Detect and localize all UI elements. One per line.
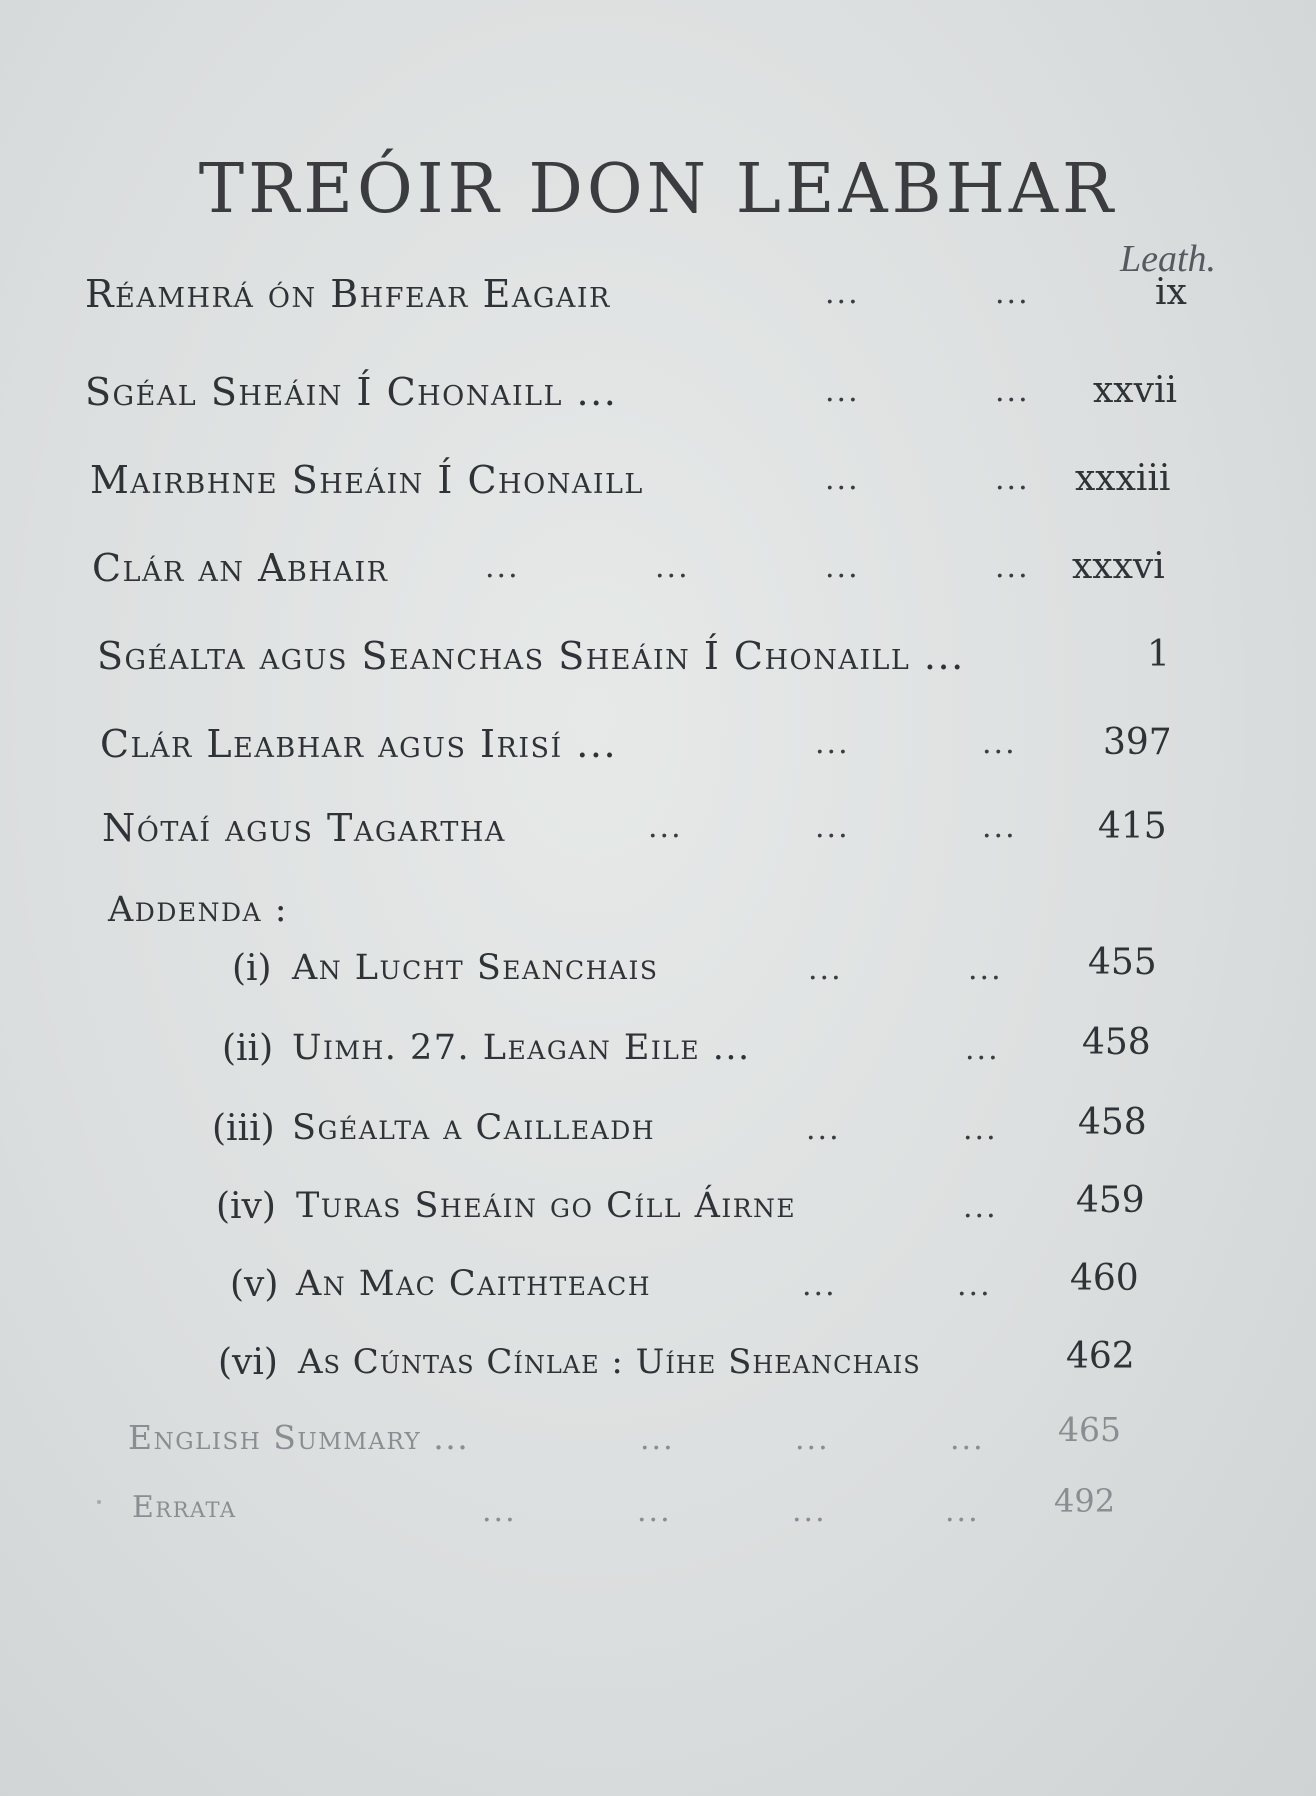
toc-entry xyxy=(0,806,1316,856)
leader-dots: ... xyxy=(806,1112,841,1147)
leader-dots: ... xyxy=(825,374,860,409)
leader-dots: ... xyxy=(963,1112,998,1147)
toc-entry xyxy=(0,272,1316,322)
leader-dots: ... xyxy=(995,276,1030,311)
addenda-number: (iv) xyxy=(216,1186,276,1227)
toc-entry xyxy=(0,1410,1316,1468)
leader-dots: ... xyxy=(825,462,860,497)
toc-entry-page: xxxiii xyxy=(1075,458,1171,499)
leader-dots: ... xyxy=(995,462,1030,497)
toc-entry-label: Réamhrá ón Bhfear Eagair xyxy=(85,272,611,316)
addenda-number: (i) xyxy=(232,948,272,989)
addenda-entry xyxy=(0,942,1316,998)
addenda-heading: Addenda : xyxy=(108,890,289,930)
toc-entry xyxy=(0,722,1316,772)
leader-dots: ... xyxy=(995,550,1030,585)
leader-dots: ... xyxy=(995,374,1030,409)
addenda-entry xyxy=(0,1258,1316,1314)
leader-dots: ... xyxy=(802,1268,837,1303)
leader-dots: ... xyxy=(965,1032,1000,1067)
addenda-number: (iii) xyxy=(212,1108,275,1149)
addenda-number: (vi) xyxy=(218,1342,278,1383)
leader-dots: ... xyxy=(637,1494,672,1529)
addenda-entry xyxy=(0,1022,1316,1078)
addenda-page: 458 xyxy=(1078,1102,1147,1143)
toc-entry-label: Clár Leabhar agus Irisí ... xyxy=(100,722,618,766)
addenda-entry xyxy=(0,1336,1316,1392)
leader-dots: ... xyxy=(655,550,690,585)
toc-entry-label: English Summary ... xyxy=(128,1418,470,1457)
toc-entry-label: Sgéal Sheáin Í Chonaill ... xyxy=(85,370,618,414)
leader-dots: ... xyxy=(648,810,683,845)
leader-dots: ... xyxy=(968,952,1003,987)
leader-dots: ... xyxy=(792,1494,827,1529)
leader-dots: ... xyxy=(950,1422,985,1457)
leader-dots: ... xyxy=(982,726,1017,761)
toc-entry-page: xxxvi xyxy=(1072,546,1165,587)
toc-entry xyxy=(0,1482,1316,1540)
page-title: TREÓIR DON LEABHAR xyxy=(198,150,1118,229)
leader-dots: ... xyxy=(982,810,1017,845)
toc-entry xyxy=(0,458,1316,508)
toc-entry-page: 415 xyxy=(1098,806,1167,847)
addenda-label: Uimh. 27. Leagan Eile ... xyxy=(292,1028,751,1068)
addenda-label: As Cúntas Cínlae : Uíhe Sheanchais xyxy=(298,1342,921,1382)
leader-dots: ... xyxy=(485,550,520,585)
toc-entry xyxy=(0,634,1316,684)
addenda-label: An Lucht Seanchais xyxy=(292,948,659,988)
addenda-heading-row xyxy=(0,890,1316,940)
leader-dots: ... xyxy=(815,810,850,845)
toc-entry-page: ix xyxy=(1155,272,1187,313)
addenda-number: (v) xyxy=(230,1264,279,1305)
toc-entry-label: Mairbhne Sheáin Í Chonaill xyxy=(90,458,644,502)
addenda-page: 462 xyxy=(1066,1336,1135,1377)
leader-dots: ... xyxy=(795,1422,830,1457)
leader-dots: ... xyxy=(825,550,860,585)
leader-dots: ... xyxy=(808,952,843,987)
toc-entry-page: 397 xyxy=(1103,722,1172,763)
addenda-page: 458 xyxy=(1082,1022,1151,1063)
toc-entry xyxy=(0,370,1316,420)
toc-entry-label: Errata xyxy=(132,1490,237,1525)
addenda-label: An Mac Caithteach xyxy=(296,1264,652,1304)
leader-dots: ... xyxy=(640,1422,675,1457)
toc-entry-page: 492 xyxy=(1054,1482,1116,1520)
addenda-label: Turas Sheáin go Cíll Áirne xyxy=(296,1186,797,1226)
leader-dots: ... xyxy=(945,1494,980,1529)
toc-entry-page: 1 xyxy=(1147,634,1170,675)
addenda-page: 455 xyxy=(1088,942,1157,983)
toc-entry-page: 465 xyxy=(1058,1410,1121,1449)
toc-entry xyxy=(0,546,1316,596)
addenda-page: 459 xyxy=(1076,1180,1145,1221)
addenda-number: (ii) xyxy=(222,1028,274,1069)
leader-dots: ... xyxy=(825,276,860,311)
leader-dots: ... xyxy=(482,1494,517,1529)
page-column-header: Leath. xyxy=(1119,238,1216,280)
leader-dots: ... xyxy=(815,726,850,761)
addenda-page: 460 xyxy=(1070,1258,1139,1299)
addenda-label: Sgéalta a Cailleadh xyxy=(292,1108,656,1148)
leader-dots: ... xyxy=(957,1268,992,1303)
toc-entry-label: Clár an Abhair xyxy=(92,546,389,590)
addenda-entry xyxy=(0,1102,1316,1158)
toc-entry-label: Nótaí agus Tagartha xyxy=(102,806,506,850)
toc-entry-label: Sgéalta agus Seanchas Sheáin Í Chonaill ... xyxy=(97,634,965,678)
addenda-entry xyxy=(0,1180,1316,1236)
leader-dots: ... xyxy=(963,1190,998,1225)
toc-entry-page: xxvii xyxy=(1093,370,1177,411)
speck-mark xyxy=(97,1500,101,1504)
